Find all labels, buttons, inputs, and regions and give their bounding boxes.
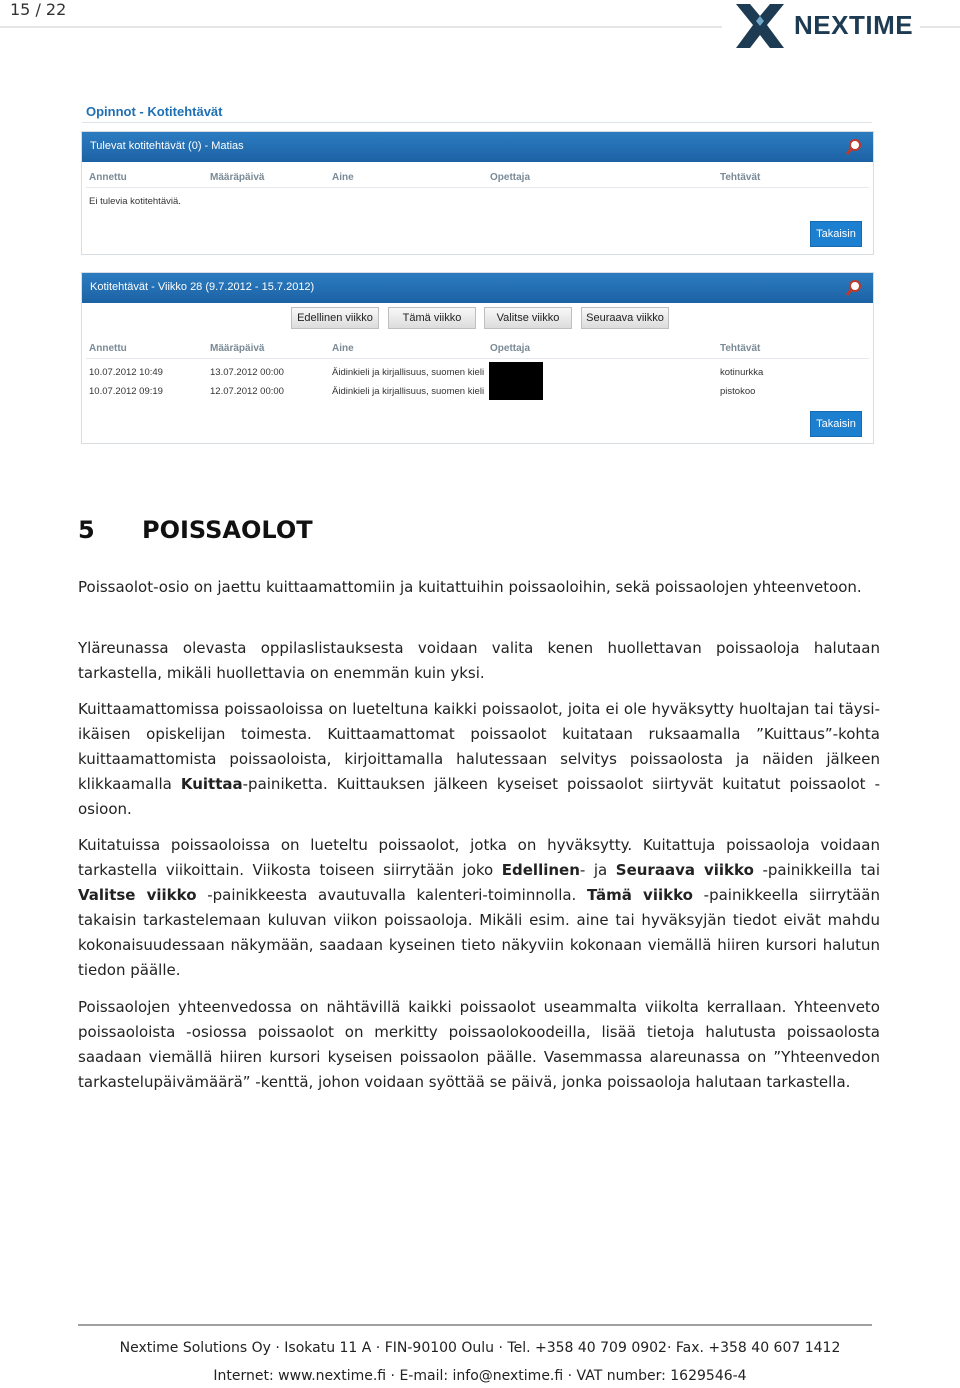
col-opettaja[interactable]: Opettaja (490, 343, 531, 354)
column-divider (86, 187, 869, 188)
p4-bold-tama: Tämä viikko (587, 886, 693, 904)
p3-text-c: -painiketta. Kuittauksen jälkeen kyseiset poissaolot siirtyvät kuitatut poissaolot -osioon. (78, 775, 880, 818)
footer-address: Nextime Solutions Oy · Isokatu 11 A · FIN-90100 Oulu · Tel. +358 40 709 0902· Fax. +358 40 607 1412 (119, 1340, 841, 1356)
redacted-teacher-block (489, 362, 543, 400)
p3-text-a: Kuittaamattomissa poissaoloissa on lueteltuna kaikki poissaolot, joita ei ole hyväksytty huoltajan tai täysi-ikäisen opiskelijan toimesta. Kuittaamattomat poissaolot kuitataan ruksaamalla ”Kuittaus”-kohta kuittaamattomista poissaoloista, kirjoittamalla halutessaan selvitys poissaolosta ja näiden jälkeen klikkaamalla (78, 700, 880, 793)
app-title-divider (82, 122, 872, 123)
paragraph-5: Poissaolojen yhteenvedossa on nähtävillä kaikki poissaolot useammalta viikolta kerrallaan. Yhteenveto poissaoloista -osiossa poissaolot on merkitty poissaolokoodeilla, lisää tietoja halutusta poissaolosta saadaan viemällä hiiren kursori kyseisen poissaolon päälle. Vasemmassa alareunassa on ”Yhteenvedon tarkastelupäivämäärä” -kenttä, johon voidaan syöttää se päivä, jonka poissaoloja halutaan tarkastella. (78, 998, 880, 1091)
col-aine[interactable]: Aine (332, 343, 354, 354)
back-button[interactable]: Takaisin (810, 411, 862, 437)
p4-text-c: - ja (579, 861, 616, 879)
col-maarapaiva[interactable]: Määräpäivä (210, 172, 265, 183)
section-heading (78, 516, 313, 544)
paragraph-2: Yläreunassa olevasta oppilaslistauksesta voidaan valita kenen huollettavan poissaoloja halutaan tarkastella, mikäli huollettavia on enemmän kuin yksi. (78, 639, 880, 682)
search-icon[interactable] (845, 279, 863, 297)
header-rule-right (920, 26, 960, 28)
col-annettu[interactable]: Annettu (89, 172, 127, 183)
back-button[interactable]: Takaisin (810, 221, 862, 247)
p3-bold-kuittaa: Kuittaa (180, 775, 243, 793)
col-tehtavat[interactable]: Tehtävät (720, 172, 761, 183)
this-week-button[interactable]: Tämä viikko (388, 307, 476, 329)
p4-text-i: -painikkeella siirrytään takaisin tarkastelemaan kuluvan viikon poissaoloja. Mikäli esim. aine tai hyväksyjän tiedot eivät mahdu kokonaisuudessaan näkymään, saadaan kyseinen tieto näkyviin kokonaan viemällä hiiren kursori halutun tiedon päälle. (78, 886, 881, 979)
col-tehtavat[interactable]: Tehtävät (720, 343, 761, 354)
row2-tehtavat[interactable]: pistokoo (720, 386, 756, 397)
empty-text: Ei tulevia kotitehtäviä. (89, 196, 181, 207)
p4-text-a: Kuitatuissa poissaoloissa on lueteltu poissaolot, jotka on hyväksytty. Kuitattuja poissaoloja voidaan tarkastella viikoittain. Viikosta toiseen siirrytään joko (78, 836, 880, 879)
paragraph-4 (78, 833, 880, 983)
paragraph-3 (78, 697, 880, 822)
search-icon[interactable] (845, 138, 863, 156)
col-annettu[interactable]: Annettu (89, 343, 127, 354)
row1-annettu: 10.07.2012 10:49 (89, 367, 163, 378)
col-maarapaiva[interactable]: Määräpäivä (210, 343, 265, 354)
row2-maarapaiva: 12.07.2012 00:00 (210, 386, 284, 397)
header-rule (0, 26, 722, 28)
p4-bold-valitse: Valitse viikko (78, 886, 197, 904)
section-title: POISSAOLOT (142, 516, 313, 544)
col-aine[interactable]: Aine (332, 172, 354, 183)
paragraph-1: Poissaolot-osio on jaettu kuittaamattomiin ja kuitattuihin poissaoloihin, sekä poissaolojen yhteenvetoon. (78, 578, 862, 596)
logo-text: NEXTIME (794, 10, 914, 40)
column-divider (86, 358, 869, 359)
p4-text-g: -painikkeesta avautuvalla kalenteri-toiminnolla. (196, 886, 588, 904)
footer-contact: Internet: www.nextime.fi · E-mail: info@nextime.fi · VAT number: 1629546-4 (213, 1368, 747, 1384)
upcoming-homework-panel (81, 131, 874, 255)
next-week-button[interactable]: Seuraava viikko (581, 307, 669, 329)
page-number: 15 / 22 (10, 0, 67, 19)
col-opettaja[interactable]: Opettaja (490, 172, 531, 183)
row1-tehtavat[interactable]: kotinurkka (720, 367, 764, 378)
p4-bold-edellinen: Edellinen (501, 861, 580, 879)
panel-header (82, 273, 873, 303)
select-week-button[interactable]: Valitse viikko (484, 307, 572, 329)
panel-title: Kotitehtävät - Viikko 28 (9.7.2012 - 15.7.2012) (90, 281, 315, 293)
row2-aine: Äidinkieli ja kirjallisuus, suomen kieli (332, 386, 485, 397)
section-number: 5 (78, 516, 95, 544)
row1-maarapaiva: 13.07.2012 00:00 (210, 367, 284, 378)
p4-bold-seuraava: Seuraava viikko (615, 861, 754, 879)
previous-week-button[interactable]: Edellinen viikko (291, 307, 379, 329)
panel-header (82, 132, 873, 162)
weekly-homework-panel (81, 272, 874, 444)
footer-rule (78, 1324, 872, 1326)
panel-title: Tulevat kotitehtävät (0) - Matias (90, 140, 244, 152)
p4-text-e: -painikkeilla tai (753, 861, 880, 879)
row2-annettu: 10.07.2012 09:19 (89, 386, 163, 397)
app-title: Opinnot - Kotitehtävät (86, 104, 223, 119)
row1-aine: Äidinkieli ja kirjallisuus, suomen kieli (332, 367, 485, 378)
